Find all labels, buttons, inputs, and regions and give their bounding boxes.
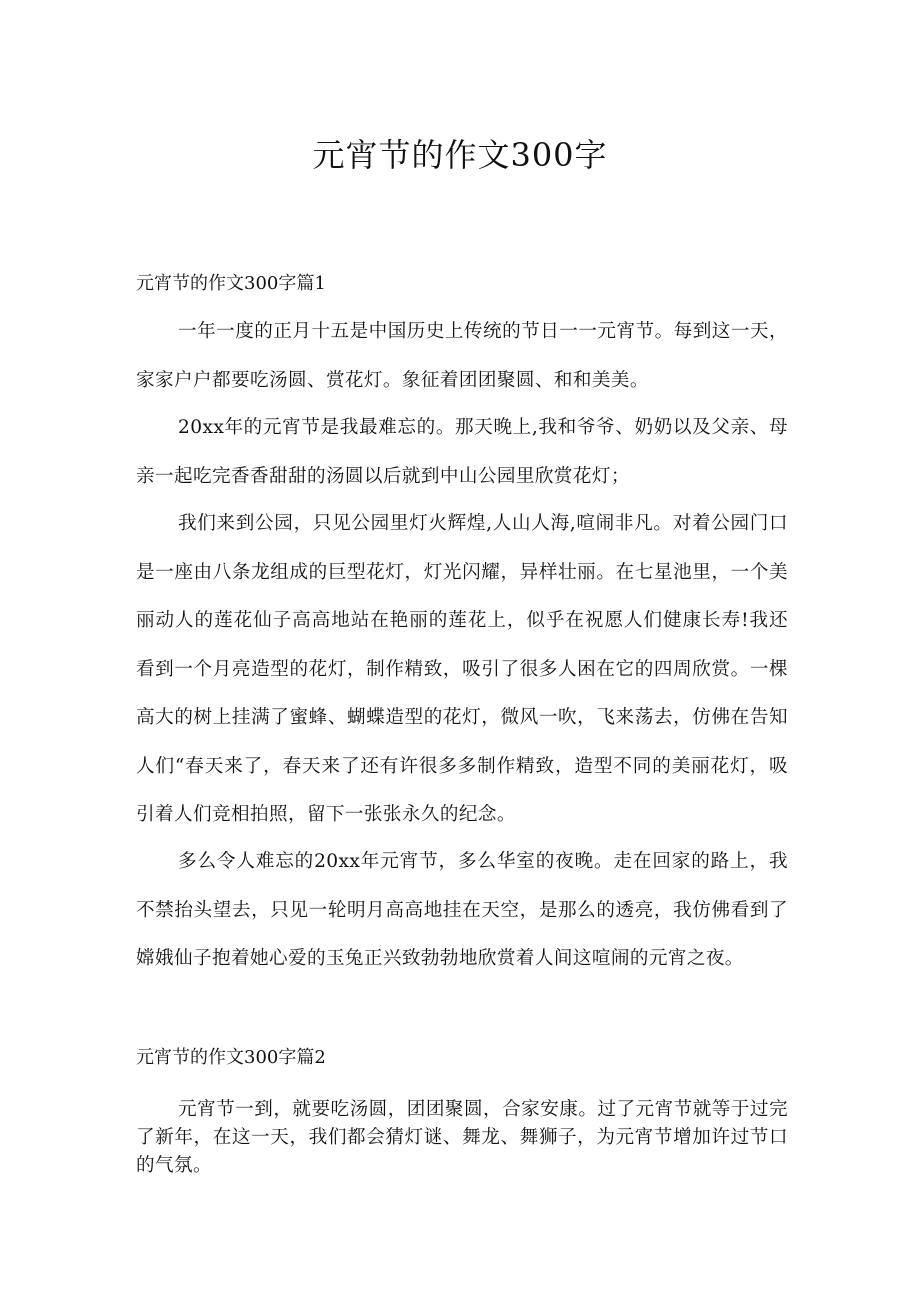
paragraph: 20xx年的元宵节是我最难忘的。那天晚上,我和爷爷、奶奶以及父亲、母亲一起吃完香香甜甜的汤圆以后就到中山公园里欣赏花灯； [136, 417, 788, 487]
paragraph: 一年一度的正月十五是中国历史上传统的节日一一元宵节。每到这一天，家家户户都要吃汤圆、赏花灯。象征着团团聚圆、和和美美。 [136, 321, 788, 391]
paragraph: 我们来到公园，只见公园里灯火辉煌,人山人海,喧闹非凡。对着公园门口是一座由八条龙组成的巨型花灯，灯光闪耀，异样壮丽。在七星池里，一个美丽动人的莲花仙子高高地站在艳丽的莲花上，似乎在祝愿人们健康长寿!我还看到一个月亮造型的花灯，制作精致，吸引了很多人困在它的四周欣赏。一棵高大的树上挂满了蜜蜂、蝴蝶造型的花灯，微风一吹，飞来荡去，仿佛在告知人们“春天来了，春天来了还有许很多多制作精致，造型不同的美丽花灯，吸引着人们竞相拍照，留下一张张永久的纪念。 [136, 513, 788, 825]
paragraph: 元宵节一到，就要吃汤圆，团团聚圆，合家安康。过了元宵节就等于过完了新年，在这一天，我们都会猜灯谜、舞龙、舞狮子，为元宵节增加许过节口的气氛。 [136, 1099, 788, 1176]
document-title: 元宵节的作文300字 [312, 136, 608, 174]
paragraph: 多么令人难忘的20xx年元宵节，多么华室的夜晚。走在回家的路上，我不禁抬头望去，只见一轮明月高高地挂在天空，是那么的透亮，我仿佛看到了嫦娥仙子抱着她心爱的玉兔正兴致勃勃地欣赏着人间这喧闹的元宵之夜。 [136, 851, 788, 969]
section-heading: 元宵节的作文300字篇1 [136, 273, 326, 294]
section-heading: 元宵节的作文300字篇2 [136, 1047, 326, 1068]
